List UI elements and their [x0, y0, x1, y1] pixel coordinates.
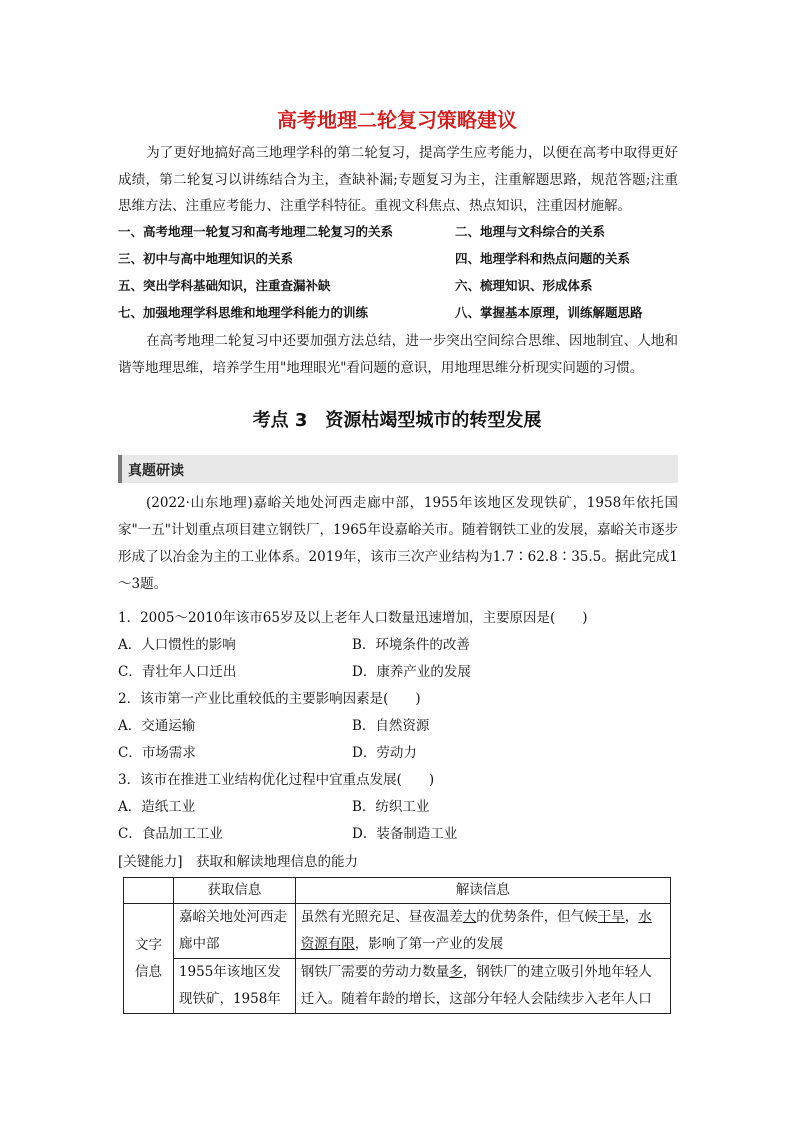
table-cell-obtain: 嘉峪关地处河西走廊中部 [173, 904, 295, 959]
option: D．装备制造工业 [352, 826, 458, 842]
row-group-label: 文字信息 [124, 904, 174, 1014]
section-bar-marker [118, 455, 122, 483]
option: A．造纸工业 [118, 799, 196, 815]
table-row [124, 904, 671, 959]
section-bar-label: 真题研读 [128, 463, 184, 479]
question-stem: 2．该市第一产业比重较低的主要影响因素是( ) [118, 691, 421, 707]
option: B．纺织工业 [352, 799, 430, 815]
table-cell-obtain: 1955年该地区发现铁矿，1958年 [173, 959, 295, 1014]
intro-paragraph: 为了更好地搞好高三地理学科的第二轮复习，提高学生应考能力，以便在高考中取得更好成绩，第二轮复习以讲练结合为主，查缺补漏;专题复习为主，注重解题思路，规范答题;注重思维方法、注重应考能力、注重学科特征。重视文科焦点、热点知识，注重因材施解。 [118, 145, 678, 214]
page-title: 高考地理二轮复习策略建议 [277, 108, 517, 132]
option: B．环境条件的改善 [352, 637, 470, 653]
strategy-item: 五、突出学科基础知识，注重查漏补缺 [118, 278, 331, 293]
option: D．劳动力 [352, 745, 417, 761]
strategy-item: 七、加强地理学科思维和地理学科能力的训练 [118, 305, 369, 320]
table-row [124, 959, 671, 1014]
strategy-item: 八、掌握基本原理，训练解题思路 [455, 305, 643, 320]
question-stem: 1．2005～2010年该市65岁及以上老年人口数量迅速增加，主要原因是( ) [118, 610, 588, 626]
table-header: 获取信息 [173, 878, 295, 904]
section-title: 考点 3 资源枯竭型城市的转型发展 [252, 410, 542, 431]
option: A．交通运输 [118, 718, 196, 734]
option: C．市场需求 [118, 745, 196, 761]
strategy-item: 一、高考地理一轮复习和高考地理二轮复习的关系 [118, 224, 394, 239]
info-table [123, 877, 671, 1014]
option: D．康养产业的发展 [352, 664, 471, 680]
section-bar [118, 455, 678, 483]
table-cell-interpret: 钢铁厂需要的劳动力数量多，钢铁厂的建立吸引外地年轻人迁入。随着年龄的增长，这部分年轻人会陆续步入老年人口 [295, 959, 670, 1014]
key-ability-label: [关键能力] 获取和解读地理信息的能力 [118, 854, 359, 870]
table-header: 解读信息 [295, 878, 670, 904]
option: C．食品加工工业 [118, 826, 223, 842]
question-stem: 3．该市在推进工业结构优化过程中宜重点发展( ) [118, 772, 435, 788]
option: B．自然资源 [352, 718, 430, 734]
table-corner-cell [124, 878, 174, 904]
closing-paragraph: 在高考地理二轮复习中还要加强方法总结，进一步突出空间综合思维、因地制宜、人地和谐等地理思维，培养学生用"地理眼光"看问题的意识，用地理思维分析现实问题的习惯。 [118, 333, 678, 376]
strategy-item: 四、地理学科和热点问题的关系 [455, 251, 631, 266]
strategy-item: 二、地理与文科综合的关系 [455, 224, 606, 239]
material-paragraph: (2022·山东地理)嘉峪关地处河西走廊中部，1955年该地区发现铁矿，1958年依托国家"一五"计划重点项目建立钢铁厂，1965年设嘉峪关市。随着钢铁工业的发展，嘉峪关市逐步形成了以冶金为主的工业体系。2019年，该市三次产业结构为1.7∶62.8∶35.5。据此完成1～3题。 [118, 495, 678, 592]
strategy-item: 六、梳理知识、形成体系 [455, 278, 593, 293]
table-cell-interpret: 虽然有光照充足、昼夜温差大的优势条件，但气候干旱，水资源有限，影响了第一产业的发展 [295, 904, 670, 959]
option: C．青壮年人口迁出 [118, 664, 237, 680]
strategy-item: 三、初中与高中地理知识的关系 [118, 251, 294, 266]
option: A．人口惯性的影响 [118, 637, 236, 653]
